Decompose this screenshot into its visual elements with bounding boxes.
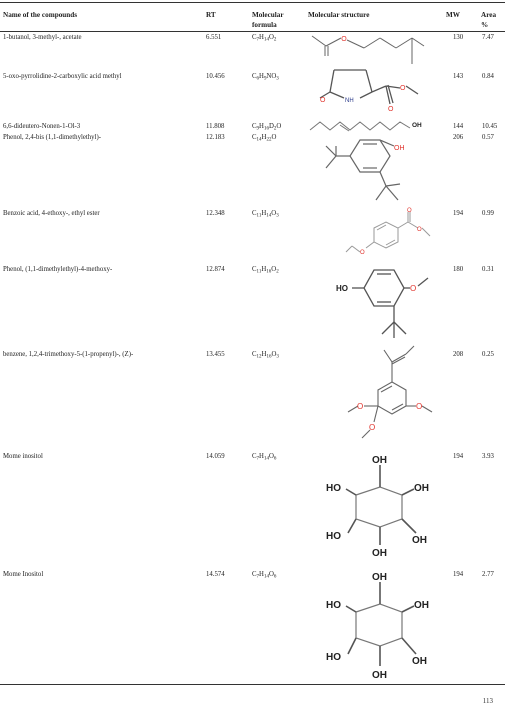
row-5-mw: 194 bbox=[453, 210, 464, 217]
structure-nonenol bbox=[308, 118, 428, 134]
atom-o-ester: O bbox=[400, 85, 406, 92]
structure-mome-inositol-2 bbox=[326, 570, 436, 682]
isoamyl-acetate-drawing bbox=[308, 34, 428, 68]
row-5-rt: 12.348 bbox=[206, 210, 225, 217]
row-4-formula: $C_{14}H_{22}O$ bbox=[252, 134, 277, 143]
atom-o-lactam: O bbox=[320, 97, 326, 104]
row-8-mw: 194 bbox=[453, 453, 464, 460]
row-3-name: 6,6-dideutero-Nonen-1-Ol-3 bbox=[3, 123, 81, 130]
atom-o-methoxy-left: O bbox=[357, 402, 364, 411]
header-rt: RT bbox=[206, 11, 216, 19]
structure-di-tert-butylphenol bbox=[322, 136, 422, 208]
row-4-name: Phenol, 2,4-bis (1,1-dimethylethyl)- bbox=[3, 134, 101, 141]
atom-nh: NH bbox=[345, 98, 354, 104]
structure-tert-butyl-methoxyphenol bbox=[334, 264, 434, 344]
row-2-area: 0.84 bbox=[482, 73, 494, 80]
atom-oh-right-top: OH bbox=[414, 483, 429, 494]
atom-oh-right-top: OH bbox=[414, 600, 429, 611]
table-top-rule bbox=[0, 2, 505, 3]
atom-oh-bottom: OH bbox=[372, 548, 387, 559]
row-7-mw: 208 bbox=[453, 351, 464, 358]
row-8-formula: $C_7H_{14}O_6$ bbox=[252, 453, 277, 462]
row-8-name: Mome inositol bbox=[3, 453, 43, 460]
row-1-area: 7.47 bbox=[482, 34, 494, 41]
row-7-area: 0.25 bbox=[482, 351, 494, 358]
row-3-rt: 11.808 bbox=[206, 123, 225, 130]
row-6-name: Phenol, (1,1-dimethylethyl)-4-methoxy- bbox=[3, 266, 113, 273]
row-7-name: benzene, 1,2,4-trimethoxy-5-(1-propenyl)-, (Z)- bbox=[3, 351, 134, 358]
structure-trimethoxy-propenylbenzene bbox=[334, 346, 444, 446]
asarone-drawing bbox=[334, 346, 444, 446]
header-formula bbox=[252, 11, 284, 30]
row-5-area: 0.99 bbox=[482, 210, 494, 217]
row-5-formula: $C_{11}H_{14}O_3$ bbox=[252, 210, 279, 219]
structure-mome-inositol-1 bbox=[326, 451, 436, 559]
row-1-rt: 6.551 bbox=[206, 34, 222, 41]
row-2-formula: $C_6H_9NO_3$ bbox=[252, 73, 279, 82]
atom-o-methoxy-right: O bbox=[416, 402, 423, 411]
atom-oh-top: OH bbox=[372, 455, 387, 466]
header-area-line2: % bbox=[481, 20, 489, 29]
row-8-area: 3.93 bbox=[482, 453, 494, 460]
atom-o-ether: O bbox=[360, 250, 365, 256]
atom-oh-bottom: OH bbox=[372, 670, 387, 681]
row-1-mw: 130 bbox=[453, 34, 464, 41]
atom-ho-left-top: HO bbox=[326, 600, 341, 611]
header-structure: Molecular structure bbox=[308, 11, 370, 19]
row-9-name: Mome Inositol bbox=[3, 571, 44, 578]
atom-o-methoxy: O bbox=[410, 284, 417, 293]
table-header-rule bbox=[0, 31, 505, 32]
table-bottom-rule bbox=[0, 684, 505, 685]
atom-oh: OH bbox=[394, 145, 405, 152]
row-7-rt: 13.455 bbox=[206, 351, 225, 358]
row-3-mw: 144 bbox=[453, 123, 464, 130]
methoxyphenol-drawing bbox=[334, 264, 434, 344]
atom-ho-left-bottom: HO bbox=[326, 531, 341, 542]
atom-ho: HO bbox=[336, 284, 348, 293]
inositol-1-drawing bbox=[326, 451, 436, 559]
atom-ho-left-top: HO bbox=[326, 483, 341, 494]
atom-o-methoxy-bottom: O bbox=[369, 423, 376, 432]
header-area bbox=[481, 11, 496, 30]
row-6-mw: 180 bbox=[453, 266, 464, 273]
row-4-mw: 206 bbox=[453, 134, 464, 141]
structure-isoamyl-acetate bbox=[308, 34, 428, 68]
atom-o-ester: O bbox=[417, 227, 422, 233]
atom-oh-top: OH bbox=[372, 572, 387, 583]
structure-ethyl-ethoxybenzoate bbox=[346, 206, 432, 262]
atom-o-carbonyl: O bbox=[407, 208, 412, 214]
row-7-formula: $C_{12}H_{16}O_3$ bbox=[252, 351, 279, 360]
row-9-mw: 194 bbox=[453, 571, 464, 578]
atom-ho-left-bottom: HO bbox=[326, 652, 341, 663]
atom-oh: OH bbox=[412, 122, 422, 129]
row-4-rt: 12.183 bbox=[206, 134, 225, 141]
row-4-area: 0.57 bbox=[482, 134, 494, 141]
row-2-name: 5-oxo-pyrrolidine-2-carboxylic acid methyl bbox=[3, 73, 122, 80]
header-area-line1: Area bbox=[481, 11, 497, 19]
row-8-rt: 14.059 bbox=[206, 453, 225, 460]
row-5-name: Benzoic acid, 4-ethoxy-, ethyl ester bbox=[3, 210, 100, 217]
atom-oh-right-bottom: OH bbox=[412, 535, 427, 546]
atom-o-ester: O bbox=[341, 36, 347, 43]
structure-methyl-pyroglutamate bbox=[318, 64, 436, 112]
row-1-formula: $C_7H_{14}O_2$ bbox=[252, 34, 277, 43]
row-3-area: 10.45 bbox=[482, 123, 498, 130]
row-9-formula: $C_7H_{14}O_6$ bbox=[252, 571, 277, 580]
header-formula-line2: formula bbox=[252, 20, 277, 29]
header-mw: MW bbox=[446, 11, 460, 19]
pyroglutamate-drawing bbox=[318, 64, 436, 112]
di-tert-butylphenol-drawing bbox=[322, 136, 422, 208]
row-2-rt: 10.456 bbox=[206, 73, 225, 80]
page-number: 113 bbox=[482, 697, 493, 705]
row-6-formula: $C_{11}H_{16}O_2$ bbox=[252, 266, 279, 275]
header-name: Name of the compounds bbox=[3, 11, 78, 19]
nonenol-drawing bbox=[308, 118, 428, 134]
row-9-rt: 14.574 bbox=[206, 571, 225, 578]
atom-o-carbonyl: O bbox=[388, 106, 394, 113]
ethoxybenzoate-drawing bbox=[346, 206, 432, 262]
row-9-area: 2.77 bbox=[482, 571, 494, 578]
header-formula-line1: Molecular bbox=[252, 11, 284, 19]
inositol-2-drawing bbox=[326, 570, 436, 682]
atom-oh-right-bottom: OH bbox=[412, 656, 427, 667]
row-2-mw: 143 bbox=[453, 73, 464, 80]
row-6-area: 0.31 bbox=[482, 266, 494, 273]
row-1-name: 1-butanol, 3-methyl-, acetate bbox=[3, 34, 82, 41]
row-3-formula: $C_9H_{16}D_2O$ bbox=[252, 123, 282, 132]
row-6-rt: 12.874 bbox=[206, 266, 225, 273]
